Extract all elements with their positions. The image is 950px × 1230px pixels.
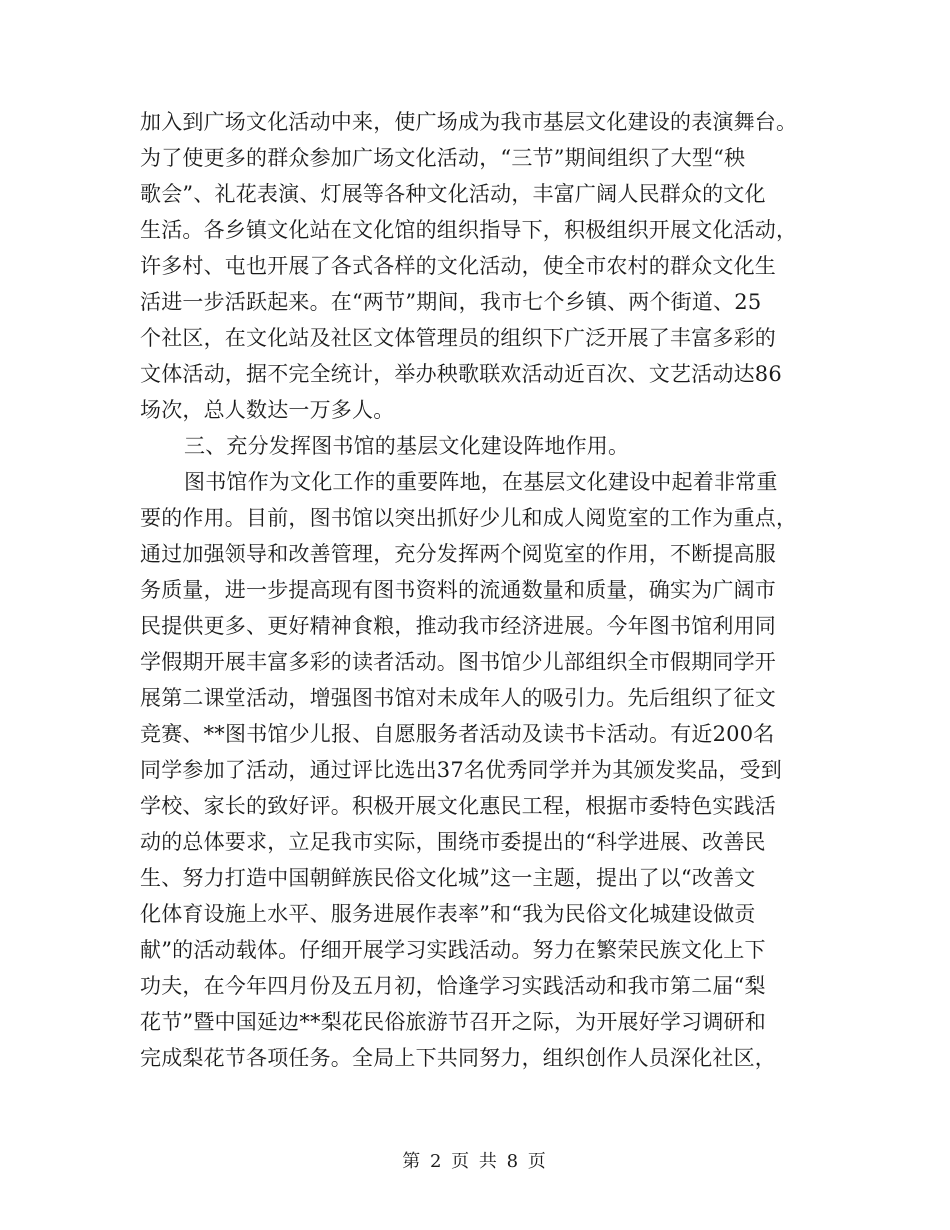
text-line: 歌会”、礼花表演、灯展等各种文化活动，丰富广阔人民群众的文化 — [140, 182, 766, 206]
text-line: 化体育设施上水平、服务进展作表率”和“我为民俗文化城建设做贡 — [140, 902, 756, 926]
text-line: 为了使更多的群众参加广场文化活动，“三节”期间组织了大型“秧 — [140, 146, 746, 170]
text-line: 务质量，进一步提高现有图书资料的流通数量和质量，确实为广阔市 — [140, 578, 776, 602]
text-line: 图书馆作为文化工作的重要阵地，在基层文化建设中起着非常重 — [184, 470, 778, 494]
page-number: 第 2 页 共 8 页 — [402, 1151, 548, 1172]
text-line: 学校、家长的致好评。积极开展文化惠民工程，根据市委特色实践活 — [140, 794, 776, 818]
text-line: 民提供更多、更好精神食粮，推动我市经济进展。今年图书馆利用同 — [140, 614, 776, 638]
text-line: 学假期开展丰富多彩的读者活动。图书馆少儿部组织全市假期同学开 — [140, 650, 776, 674]
text-line: 通过加强领导和改善管理，充分发挥两个阅览室的作用，不断提高服 — [140, 542, 776, 566]
text-line: 场次，总人数达一万多人。 — [140, 398, 395, 422]
text-line: 活进一步活跃起来。在“两节”期间，我市七个乡镇、两个街道、25 — [140, 290, 762, 314]
text-line: 动的总体要求，立足我市实际，围绕市委提出的“科学进展、改善民 — [140, 830, 766, 854]
text-line: 许多村、屯也开展了各式各样的文化活动，使全市农村的群众文化生 — [140, 254, 776, 278]
section-heading: 三、充分发挥图书馆的基层文化建设阵地作用。 — [184, 434, 630, 458]
text-line: 花节”暨中国延边**梨花民俗旅游节召开之际，为开展好学习调研和 — [140, 1010, 766, 1034]
text-line: 同学参加了活动，通过评比选出37名优秀同学并为其颁发奖品，受到 — [140, 758, 782, 782]
text-line: 完成梨花节各项任务。全局上下共同努力，组织创作人员深化社区， — [140, 1046, 776, 1070]
text-line: 生活。各乡镇文化站在文化馆的组织指导下，积极组织开展文化活动， — [140, 218, 798, 242]
text-line: 个社区，在文化站及社区文体管理员的组织下广泛开展了丰富多彩的 — [140, 326, 776, 350]
text-line: 加入到广场文化活动中来，使广场成为我市基层文化建设的表演舞台。 — [140, 110, 798, 134]
text-line: 要的作用。目前，图书馆以突出抓好少儿和成人阅览室的工作为重点， — [140, 506, 798, 530]
text-line: 竞赛、**图书馆少儿报、自愿服务者活动及读书卡活动。有近200名 — [140, 722, 775, 746]
text-line: 献”的活动载体。仔细开展学习实践活动。努力在繁荣民族文化上下 — [140, 938, 766, 962]
text-line: 展第二课堂活动，增强图书馆对未成年人的吸引力。先后组织了征文 — [140, 686, 776, 710]
text-line: 功夫，在今年四月份及五月初，恰逢学习实践活动和我市第二届“梨 — [140, 974, 766, 998]
text-line: 文体活动，据不完全统计，举办秧歌联欢活动近百次、文艺活动达86 — [140, 362, 782, 386]
document-body — [140, 104, 800, 1076]
text-line: 生、努力打造中国朝鲜族民俗文化城”这一主题，提出了以“改善文 — [140, 866, 756, 890]
